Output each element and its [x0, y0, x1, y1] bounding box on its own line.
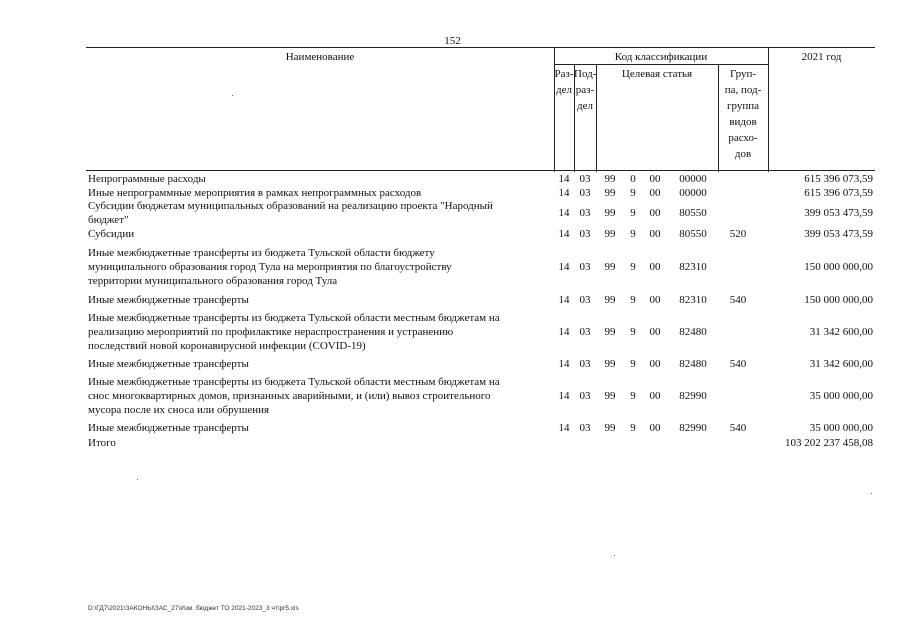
row-razdel: 14	[558, 172, 570, 185]
table-row	[86, 356, 875, 372]
table-header	[86, 47, 875, 171]
row-s1: 99	[604, 261, 616, 273]
row-name: Непрограммные расходы	[88, 172, 206, 185]
row-s2: 9	[630, 187, 636, 199]
row-amount: 399 053 473,59	[804, 207, 873, 219]
row-group: 520	[729, 227, 747, 240]
row-group: 540	[729, 358, 747, 370]
scan-speck	[137, 479, 138, 480]
row-s4: 82990	[679, 390, 707, 402]
table-row	[86, 372, 875, 420]
row-s4: 82310	[679, 261, 707, 273]
row-amount: 150 000 000,00	[804, 294, 873, 306]
row-s1: 99	[604, 390, 616, 402]
row-s1: 99	[604, 172, 616, 185]
file-path: D:\ГД7\2021\ЗАКОНЫ\ЗАС_27\Изм. бюджет ТО 2021-2023_3 чт\pr5.xls	[88, 605, 299, 612]
row-podrazdel: 03	[579, 207, 591, 219]
header-year: 2021 год	[801, 51, 842, 63]
row-amount: 615 396 073,59	[804, 187, 873, 199]
row-amount: 103 202 237 458,08	[785, 437, 873, 449]
scan-speck	[232, 95, 233, 96]
row-name: Иные межбюджетные трансферты из бюджета Тульской области местным бюджетам на реализацию мероприятий по профилактике нераспространения и устранению последствий новой коронавирусной инфекции (COVID-19)	[88, 312, 500, 352]
header-group: Груп- па, под- группа видов расхо- дов	[724, 68, 762, 160]
row-s2: 9	[630, 294, 636, 306]
row-name: Иные межбюджетные трансферты	[88, 294, 249, 306]
row-podrazdel: 03	[579, 422, 591, 434]
row-s2: 9	[630, 207, 636, 219]
row-amount: 31 342 600,00	[809, 358, 873, 370]
row-razdel: 14	[558, 207, 570, 219]
header-classification-code: Код классификации	[614, 51, 708, 63]
row-razdel: 14	[558, 326, 570, 338]
scan-speck	[614, 555, 615, 556]
row-razdel: 14	[558, 227, 570, 240]
page-number: 152	[444, 35, 461, 47]
table-body	[86, 172, 875, 450]
table-row	[86, 436, 875, 450]
row-name: Иные межбюджетные трансферты из бюджета Тульской области бюджету муниципального образования город Тула на мероприятия по благоустройству территории муниципального образования город Тула	[88, 247, 452, 287]
row-podrazdel: 03	[579, 326, 591, 338]
row-razdel: 14	[558, 261, 570, 273]
row-s4: 82990	[679, 422, 707, 434]
row-group: 540	[729, 294, 747, 306]
table-row	[86, 172, 875, 185]
row-razdel: 14	[558, 358, 570, 370]
row-name: Субсидии	[88, 227, 135, 240]
row-podrazdel: 03	[579, 227, 591, 240]
table-row	[86, 308, 875, 356]
row-podrazdel: 03	[579, 358, 591, 370]
row-podrazdel: 03	[579, 187, 591, 199]
row-s3: 00	[649, 261, 661, 273]
row-s3: 00	[649, 227, 661, 240]
table-row	[86, 420, 875, 436]
row-s1: 99	[604, 326, 616, 338]
row-razdel: 14	[558, 390, 570, 402]
row-s1: 99	[604, 207, 616, 219]
row-s4: 80550	[679, 227, 707, 240]
row-s1: 99	[604, 358, 616, 370]
row-s3: 00	[649, 422, 661, 434]
header-target-article: Целевая статья	[621, 68, 693, 80]
table-row	[86, 225, 875, 242]
header-razdel: Раз- дел	[554, 68, 574, 96]
header-name: Наименование	[285, 51, 355, 63]
row-name: Итого	[88, 437, 116, 449]
row-podrazdel: 03	[579, 294, 591, 306]
row-amount: 31 342 600,00	[809, 326, 873, 338]
row-s2: 9	[630, 261, 636, 273]
row-amount: 615 396 073,59	[804, 172, 873, 185]
row-s1: 99	[604, 187, 616, 199]
row-s2: 9	[630, 358, 636, 370]
row-podrazdel: 03	[579, 172, 591, 185]
row-s4: 00000	[679, 187, 707, 199]
scan-speck	[871, 493, 872, 494]
row-amount: 35 000 000,00	[809, 422, 873, 434]
row-amount: 150 000 000,00	[804, 261, 873, 273]
row-razdel: 14	[558, 422, 570, 434]
row-razdel: 14	[558, 187, 570, 199]
row-podrazdel: 03	[579, 261, 591, 273]
row-name: Иные непрограммные мероприятия в рамках непрограммных расходов	[88, 187, 422, 199]
row-name: Субсидии бюджетам муниципальных образований на реализацию проекта "Народный бюджет"	[88, 200, 493, 226]
row-s2: 0	[630, 172, 636, 185]
table-row	[86, 292, 875, 308]
row-razdel: 14	[558, 294, 570, 306]
header-divider	[768, 48, 769, 172]
row-amount: 35 000 000,00	[809, 390, 873, 402]
row-s3: 00	[649, 390, 661, 402]
row-s2: 9	[630, 326, 636, 338]
row-s2: 9	[630, 390, 636, 402]
row-s2: 9	[630, 227, 636, 240]
row-s3: 00	[649, 187, 661, 199]
row-s3: 00	[649, 172, 661, 185]
row-s4: 80550	[679, 207, 707, 219]
row-name: Иные межбюджетные трансферты	[88, 422, 249, 434]
row-s4: 82310	[679, 294, 707, 306]
row-s2: 9	[630, 422, 636, 434]
row-s1: 99	[604, 227, 616, 240]
row-name: Иные межбюджетные трансферты из бюджета Тульской области местным бюджетам на снос многоквартирных домов, признанных аварийными, и (или) вывоз строительного мусора после их сноса или обрушения	[88, 376, 500, 416]
table-row	[86, 201, 875, 225]
row-s4: 82480	[679, 358, 707, 370]
row-s1: 99	[604, 422, 616, 434]
row-name: Иные межбюджетные трансферты	[88, 358, 249, 370]
row-s3: 00	[649, 326, 661, 338]
row-s3: 00	[649, 358, 661, 370]
row-s4: 00000	[679, 172, 707, 185]
row-s1: 99	[604, 294, 616, 306]
row-group: 540	[729, 422, 747, 434]
row-amount: 399 053 473,59	[804, 227, 873, 240]
row-podrazdel: 03	[579, 390, 591, 402]
row-s3: 00	[649, 294, 661, 306]
row-s4: 82480	[679, 326, 707, 338]
header-podrazdel: Под- раз- дел	[574, 68, 597, 112]
table-row	[86, 242, 875, 292]
row-s3: 00	[649, 207, 661, 219]
